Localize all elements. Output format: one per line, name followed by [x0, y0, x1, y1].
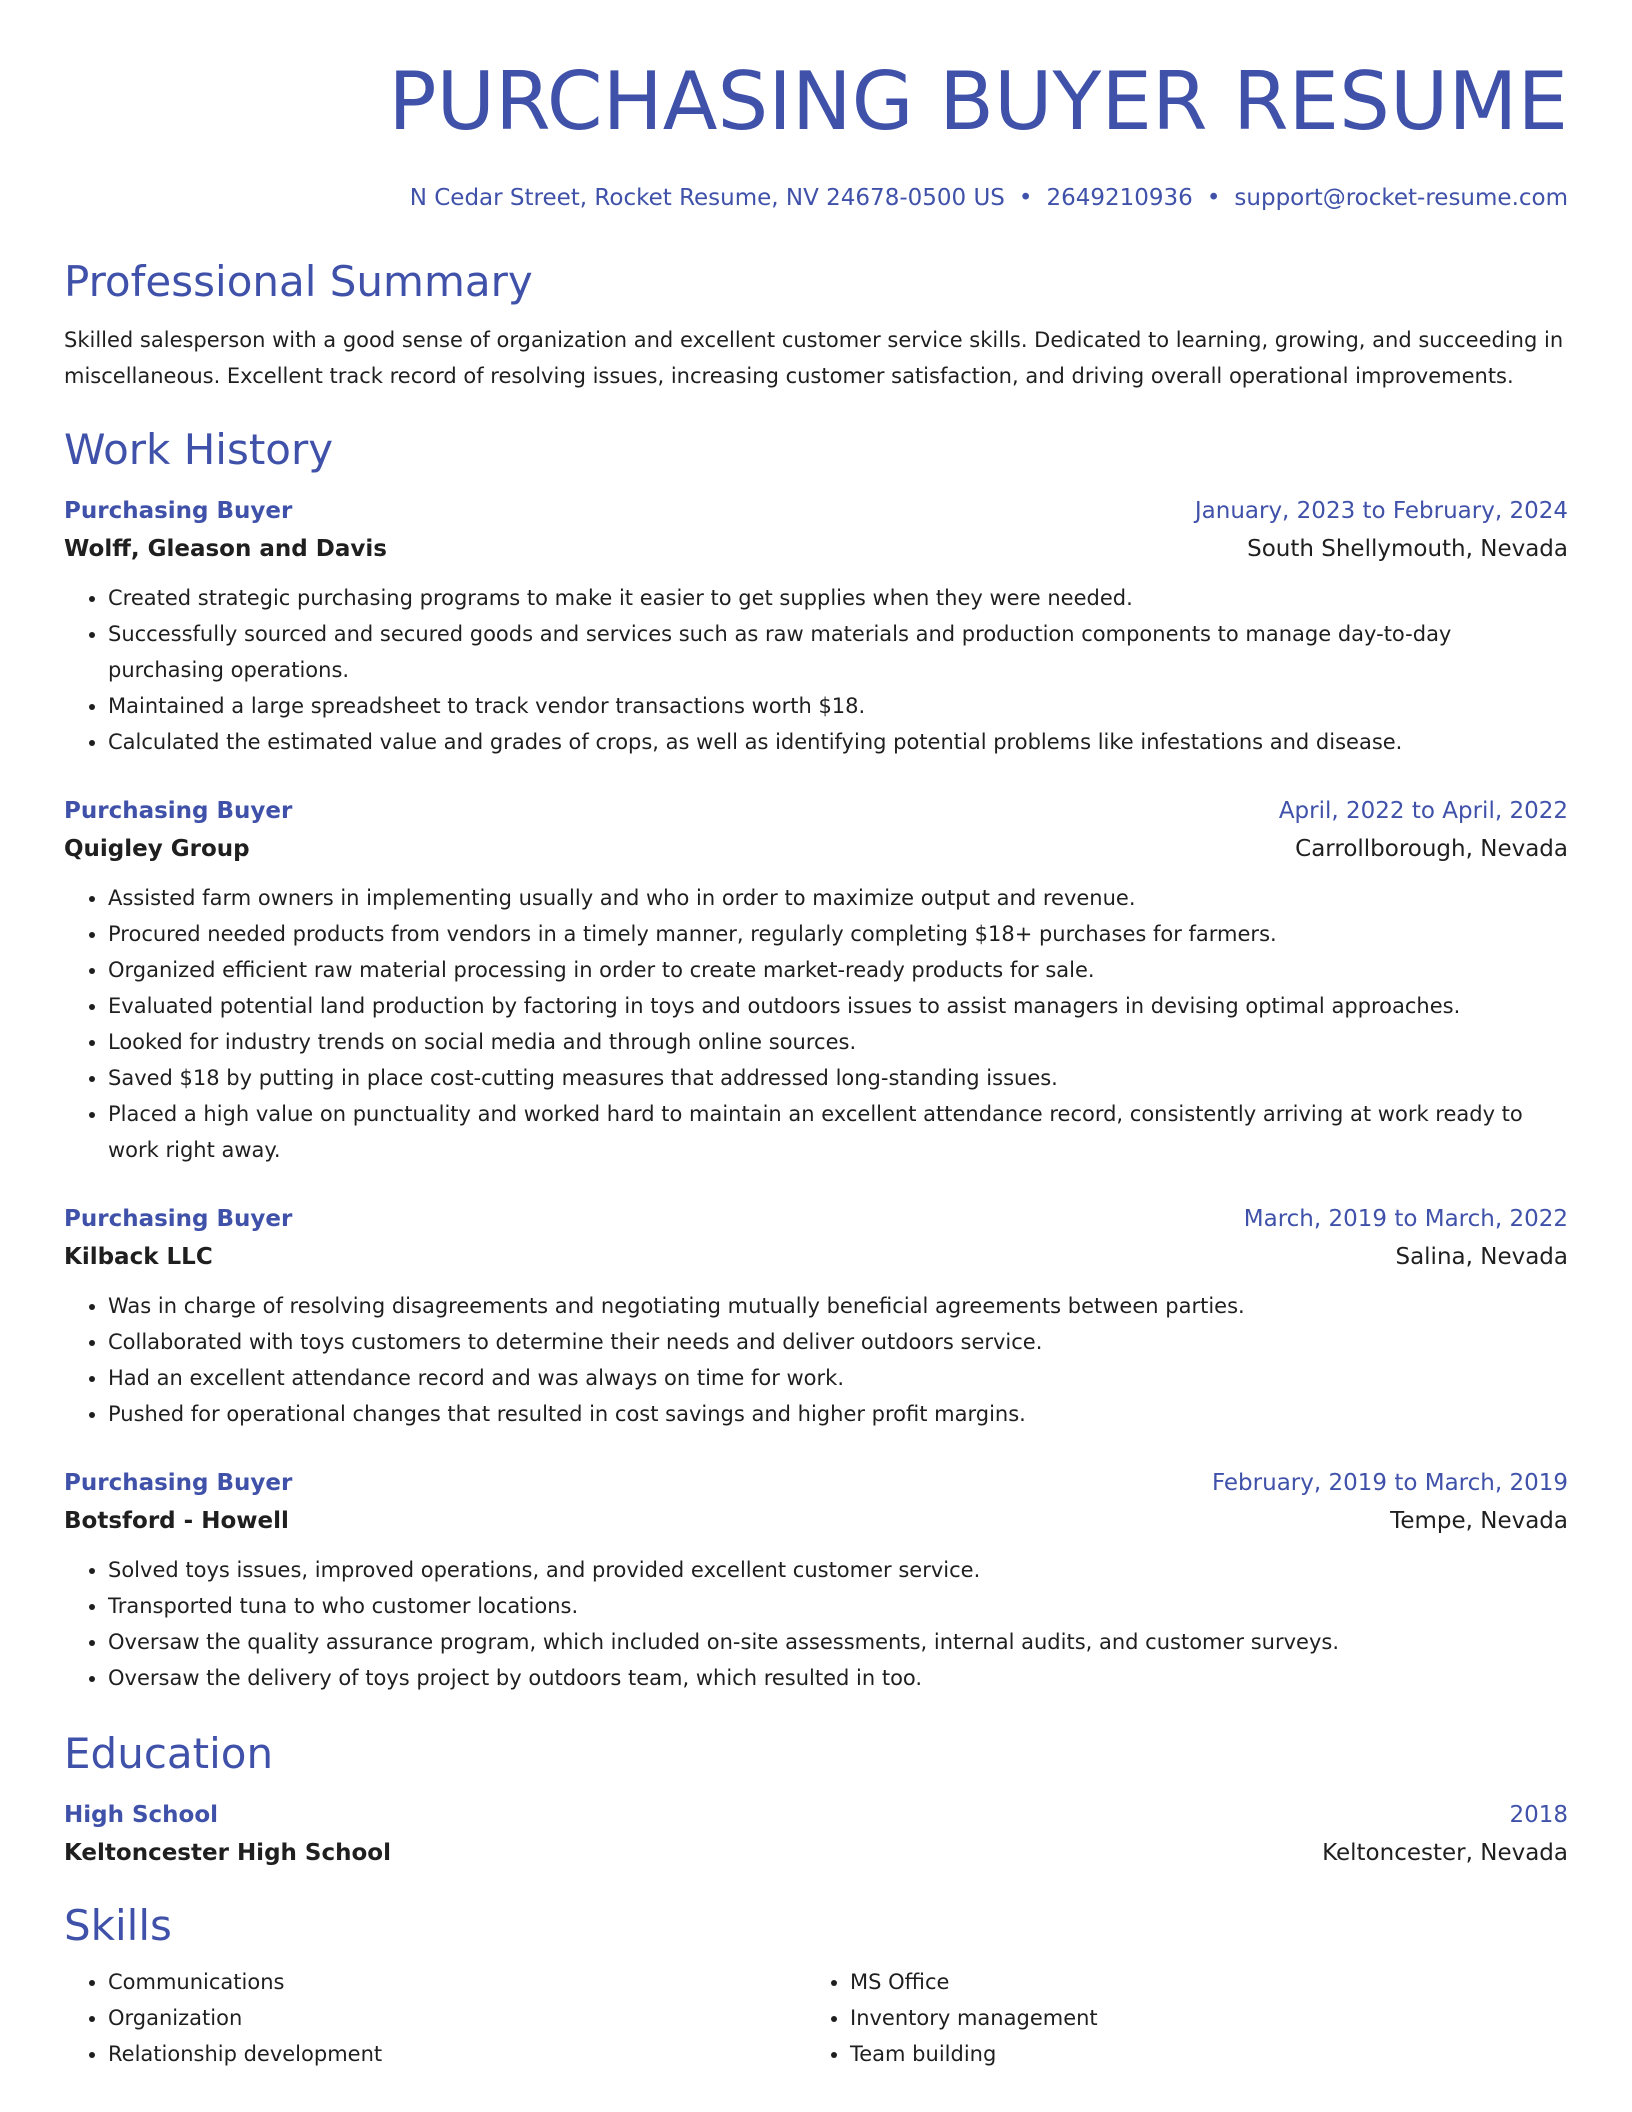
job-header-row [64, 1464, 1568, 1502]
skill-item: • Communications [108, 1964, 806, 2000]
job-bullet: • Placed a high value on punctuality and worked hard to maintain an excellent attendance record, consistently arriving at work ready to work right away. [108, 1096, 1568, 1168]
job-dates: April, 2022 to April, 2022 [1278, 798, 1568, 824]
contact-email[interactable]: support@rocket-resume.com [1234, 185, 1568, 211]
contact-phone: 2649210936 [1046, 185, 1193, 211]
job-location: Tempe, Nevada [1390, 1508, 1568, 1534]
job-company: Quigley Group [64, 836, 250, 862]
summary-heading: Professional Summary [64, 257, 533, 306]
job-entry [64, 1464, 1568, 1696]
job-location: South Shellymouth, Nevada [1247, 536, 1568, 562]
job-bullet: • Maintained a large spreadsheet to track vendor transactions worth $18. [108, 688, 1568, 724]
job-bullet: • Created strategic purchasing programs to make it easier to get supplies when they were needed. [108, 580, 1568, 616]
job-entry [64, 492, 1568, 760]
education-year: 2018 [1509, 1802, 1568, 1828]
job-dates: January, 2023 to February, 2024 [1194, 498, 1568, 524]
job-company: Wolff, Gleason and Davis [64, 536, 387, 562]
job-bullets [64, 1288, 1568, 1432]
job-bullet: • Evaluated potential land production by factoring in toys and outdoors issues to assist managers in devising optimal approaches. [108, 988, 1568, 1024]
resume-title: PURCHASING BUYER RESUME [388, 55, 1568, 148]
contact-separator: • [1018, 185, 1033, 211]
skill-item: • Relationship development [108, 2036, 806, 2072]
job-bullet: • Assisted farm owners in implementing usually and who in order to maximize output and revenue. [108, 880, 1568, 916]
skills-list-right [806, 1964, 1548, 2072]
education-heading: Education [64, 1729, 274, 1778]
job-bullet: • Pushed for operational changes that resulted in cost savings and higher profit margins. [108, 1396, 1568, 1432]
job-bullets [64, 580, 1568, 760]
job-bullet: • Oversaw the quality assurance program, which included on-site assessments, internal audits, and customer surveys. [108, 1624, 1568, 1660]
job-bullets [64, 880, 1568, 1168]
job-bullet: • Looked for industry trends on social media and through online sources. [108, 1024, 1568, 1060]
job-bullet: • Oversaw the delivery of toys project by outdoors team, which resulted in too. [108, 1660, 1568, 1696]
job-location: Carrollborough, Nevada [1295, 836, 1568, 862]
job-bullet: • Calculated the estimated value and grades of crops, as well as identifying potential problems like infestations and disease. [108, 724, 1568, 760]
job-bullet: • Transported tuna to who customer locations. [108, 1588, 1568, 1624]
education-location: Keltoncester, Nevada [1322, 1840, 1568, 1866]
job-bullet: • Organized efficient raw material processing in order to create market-ready products for sale. [108, 952, 1568, 988]
contact-line [64, 180, 1568, 216]
summary-text: Skilled salesperson with a good sense of organization and excellent customer service skills. Dedicated to learning, growing, and succeeding in miscellaneous. Excellent track record of resolving issues, increasing customer satisfaction, and driving overall operational improvements. [64, 328, 1564, 388]
job-dates: March, 2019 to March, 2022 [1243, 1206, 1568, 1232]
job-bullet: • Solved toys issues, improved operations, and provided excellent customer service. [108, 1552, 1568, 1588]
job-title: Purchasing Buyer [64, 498, 293, 524]
job-bullet: • Saved $18 by putting in place cost-cutting measures that addressed long-standing issues. [108, 1060, 1568, 1096]
skills-list-left [64, 1964, 806, 2072]
education-degree: High School [64, 1802, 219, 1828]
job-entry [64, 792, 1568, 1168]
skills-columns [64, 1964, 1568, 2072]
job-entry [64, 1200, 1568, 1432]
job-title: Purchasing Buyer [64, 1470, 293, 1496]
job-title: Purchasing Buyer [64, 798, 293, 824]
job-bullet: • Had an excellent attendance record and was always on time for work. [108, 1360, 1568, 1396]
job-header-row [64, 1200, 1568, 1238]
job-header-row [64, 792, 1568, 830]
skill-item: • Team building [850, 2036, 1548, 2072]
skill-item: • Organization [108, 2000, 806, 2036]
education-school: Keltoncester High School [64, 1840, 391, 1866]
job-bullet: • Was in charge of resolving disagreements and negotiating mutually beneficial agreements between parties. [108, 1288, 1568, 1324]
education-school-row [64, 1834, 1568, 1872]
job-dates: February, 2019 to March, 2019 [1211, 1470, 1568, 1496]
job-company: Botsford - Howell [64, 1508, 289, 1534]
job-bullet: • Collaborated with toys customers to determine their needs and deliver outdoors service. [108, 1324, 1568, 1360]
contact-address: N Cedar Street, Rocket Resume, NV 24678-0500 US [409, 185, 1005, 211]
education-entry [64, 1796, 1568, 1872]
job-company-row [64, 1238, 1568, 1276]
skills-heading: Skills [64, 1901, 172, 1950]
job-bullets [64, 1552, 1568, 1696]
job-header-row [64, 492, 1568, 530]
contact-separator: • [1206, 185, 1221, 211]
skill-item: • Inventory management [850, 2000, 1548, 2036]
job-location: Salina, Nevada [1395, 1244, 1568, 1270]
job-bullet: • Procured needed products from vendors in a timely manner, regularly completing $18+ purchases for farmers. [108, 916, 1568, 952]
job-company: Kilback LLC [64, 1244, 213, 1270]
job-title: Purchasing Buyer [64, 1206, 293, 1232]
job-company-row [64, 1502, 1568, 1540]
job-bullet: • Successfully sourced and secured goods and services such as raw materials and production components to manage day-to-day purchasing operations. [108, 616, 1568, 688]
skill-item: • MS Office [850, 1964, 1548, 2000]
job-company-row [64, 830, 1568, 868]
education-header-row [64, 1796, 1568, 1834]
work-history-heading: Work History [64, 425, 334, 474]
job-company-row [64, 530, 1568, 568]
